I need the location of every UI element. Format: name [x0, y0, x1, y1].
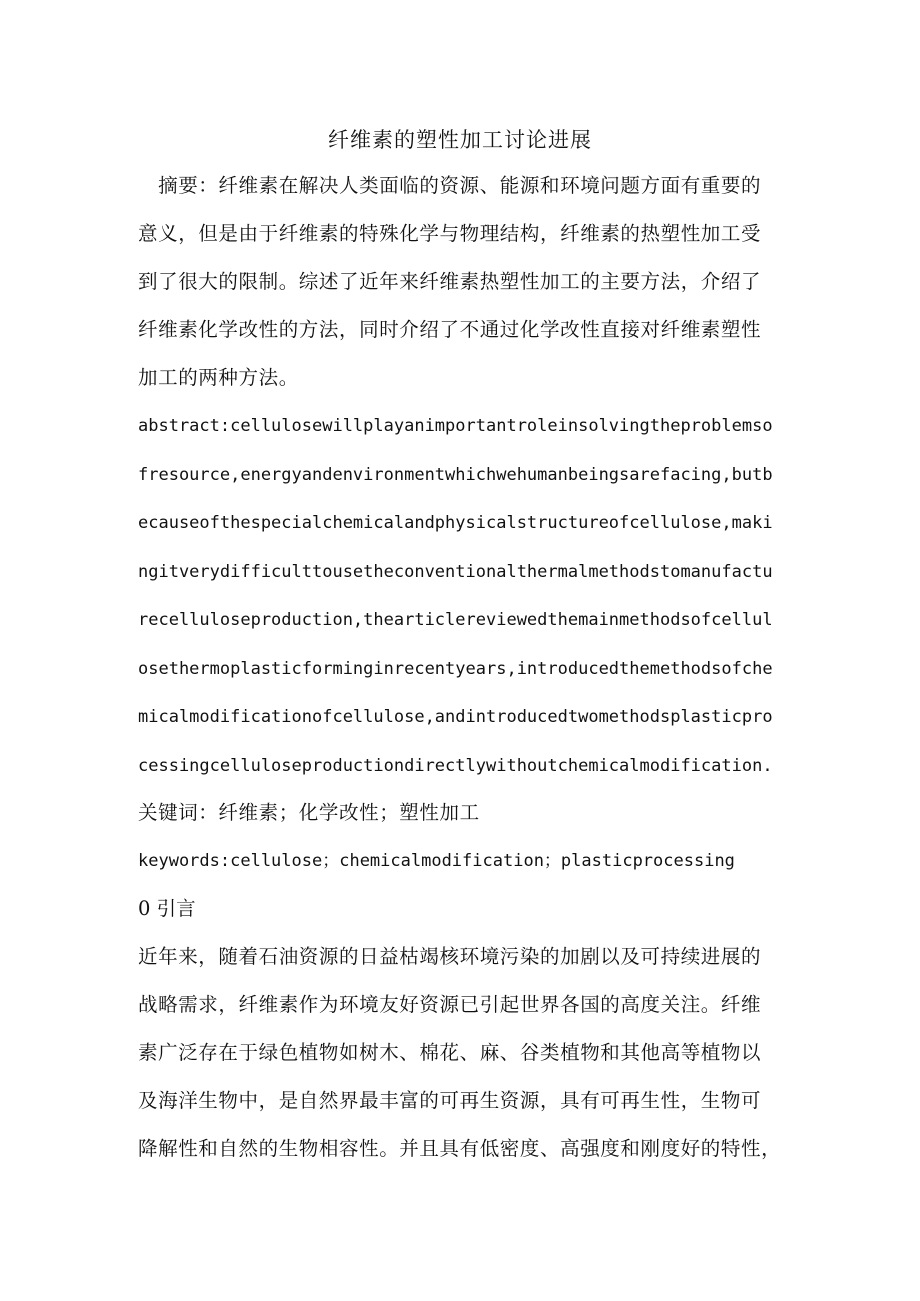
abstract-en — [138, 402, 788, 790]
intro-paragraph — [138, 933, 788, 1173]
intro-line: 近年来，随着石油资源的日益枯竭核环境污染的加剧以及可持续进展的 — [138, 945, 762, 968]
abstract-zh-line: 摘要：纤维素在解决人类面临的资源、能源和环境问题方面有重要的 — [138, 174, 762, 197]
intro-line: 及海洋生物中，是自然界最丰富的可再生资源，具有可再生性，生物可 — [138, 1089, 762, 1112]
abstract-en-line: abstract:cellulosewillplayanimportantroleinsolvingtheproblemso — [138, 416, 773, 436]
intro-line: 战略需求，纤维素作为环境友好资源已引起世界各国的高度关注。纤维 — [138, 993, 762, 1016]
abstract-en-line: micalmodificationofcellulose,andintroducedtwomethodsplasticpro — [138, 707, 773, 727]
abstract-en-line: fresource,energyandenvironmentwhichwehumanbeingsarefacing,butb — [138, 464, 773, 485]
keywords-zh: 关键词：纤维素；化学改性；塑性加工 — [138, 801, 480, 824]
abstract-zh-line: 加工的两种方法。 — [138, 366, 299, 389]
abstract-en-line: cessingcelluloseproductiondirectlywithoutchemicalmodification. — [138, 755, 773, 776]
abstract-en-line: ngitverydifficulttousetheconventionalthermalmethodstomanufactu — [138, 561, 773, 582]
section-heading: 0 引言 — [138, 897, 196, 920]
keywords-en: keywords:cellulose；chemicalmodification；plasticprocessing — [138, 851, 735, 871]
intro-line: 降解性和自然的生物相容性。并且具有低密度、高强度和刚度好的特性， — [138, 1137, 782, 1160]
abstract-zh-line: 到了很大的限制。综述了近年来纤维素热塑性加工的主要方法，介绍了 — [138, 270, 762, 293]
abstract-zh-line: 纤维素化学改性的方法，同时介绍了不通过化学改性直接对纤维素塑性 — [138, 318, 762, 341]
abstract-zh-line: 意义，但是由于纤维素的特殊化学与物理结构，纤维素的热塑性加工受 — [138, 222, 762, 245]
document-title: 纤维素的塑性加工讨论进展 — [328, 128, 592, 152]
abstract-en-line: ecauseofthespecialchemicalandphysicalstructureofcellulose,maki — [138, 513, 773, 533]
abstract-en-line: osethermoplasticforminginrecentyears,introducedthemethodsofche — [138, 658, 773, 679]
intro-line: 素广泛存在于绿色植物如树木、棉花、麻、谷类植物和其他高等植物以 — [138, 1041, 762, 1064]
abstract-zh — [138, 162, 788, 402]
abstract-en-line: recelluloseproduction,thearticlereviewedthemainmethodsofcellul — [138, 610, 773, 630]
